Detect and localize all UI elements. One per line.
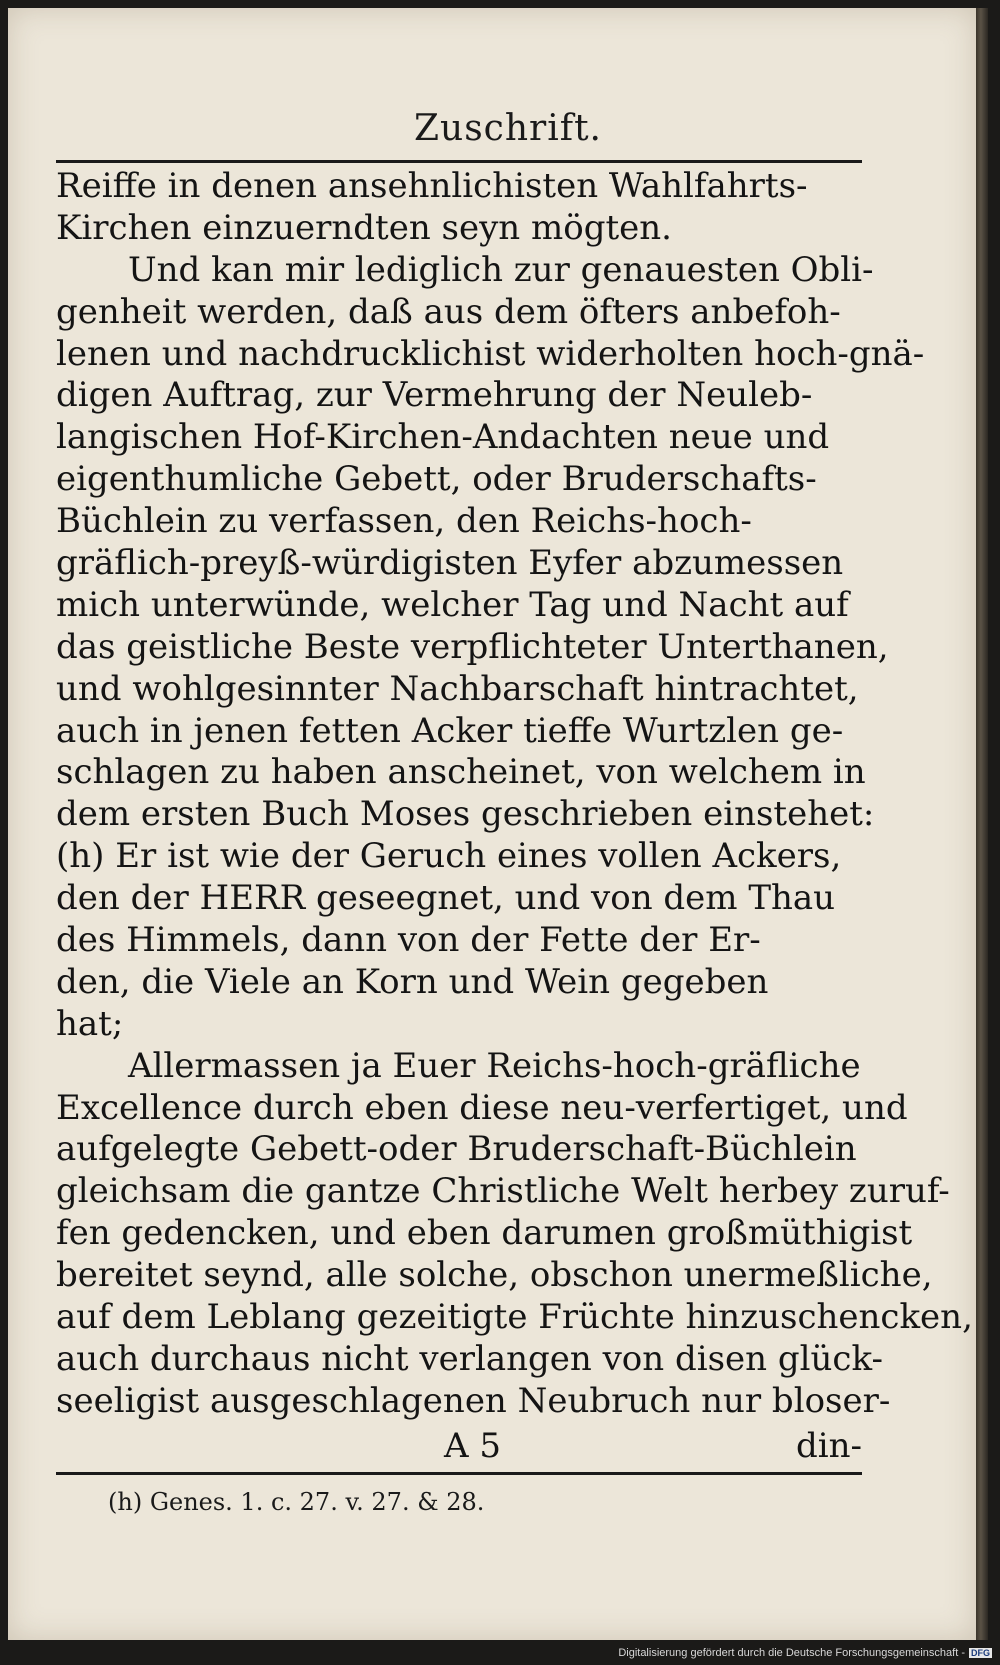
text-line: gleichsam die gantze Christliche Welt herbey zuruf- xyxy=(56,1171,950,1212)
text-line: hat; xyxy=(56,1003,124,1044)
text-line: den, die Viele an Korn und Wein gegeben xyxy=(56,961,769,1002)
text-line: genheit werden, daß aus dem öfters anbefoh- xyxy=(56,291,841,332)
text-line: lenen und nachdrucklichist widerholten hoch-gnä- xyxy=(56,333,925,374)
text-line: digen Auftrag, zur Vermehrung der Neuleb- xyxy=(56,375,813,416)
catchword: din- xyxy=(795,1426,862,1466)
text-line: den der HERR geseegnet, und von dem Thau xyxy=(56,878,836,919)
text-line: schlagen zu haben anscheinet, von welchem in xyxy=(56,752,866,793)
running-head: Zuschrift. xyxy=(414,108,602,149)
text-line: langischen Hof-Kirchen-Andachten neue und xyxy=(56,417,830,458)
text-line: seeligist ausgeschlagenen Neubruch nur bloser- xyxy=(56,1380,891,1421)
book-page xyxy=(8,8,976,1640)
text-line: gräflich-preyß-würdigisten Eyfer abzumessen xyxy=(56,543,844,584)
header-rule xyxy=(56,160,862,163)
text-line: bereitet seynd, alle solche, obschon unermeßliche, xyxy=(56,1255,933,1296)
text-line: (h) Er ist wie der Geruch eines vollen Ackers, xyxy=(56,836,842,877)
page-edge xyxy=(976,8,988,1640)
text-line: auf dem Leblang gezeitigte Früchte hinzuschencken, xyxy=(56,1297,973,1338)
text-line: auch durchaus nicht verlangen von disen glück- xyxy=(56,1338,883,1379)
text-line: Reiffe in denen ansehnlichisten Wahlfahrts- xyxy=(56,166,808,206)
signature-line xyxy=(56,1426,862,1470)
dfg-logo: DFG xyxy=(971,1648,990,1658)
footnote: (h) Genes. 1. c. 27. v. 27. & 28. xyxy=(108,1488,485,1516)
text-line: und wohlgesinnter Nachbarschaft hintrachtet, xyxy=(56,668,859,709)
credit-text: Digitalisierung gefördert durch die Deutsche Forschungsgemeinschaft - xyxy=(618,1647,965,1659)
text-line: Excellence durch eben diese neu-verfertiget, und xyxy=(56,1087,908,1128)
text-line: Kirchen einzuerndten seyn mögten. xyxy=(56,207,672,248)
text-line: dem ersten Buch Moses geschrieben einstehet: xyxy=(56,794,875,835)
text-line: Und kan mir lediglich zur genauesten Obli- xyxy=(128,249,874,290)
body-text xyxy=(56,166,973,1423)
text-line: fen gedencken, und eben darumen großmüthigist xyxy=(56,1213,913,1254)
text-line: des Himmels, dann von der Fette der Er- xyxy=(56,920,761,961)
text-line: Allermassen ja Euer Reichs-hoch-gräfliche xyxy=(128,1045,861,1086)
text-line: mich unterwünde, welcher Tag und Nacht auf xyxy=(56,584,849,625)
text-line: eigenthumliche Gebett, oder Bruderschafts- xyxy=(56,459,817,500)
text-line: aufgelegte Gebett-oder Bruderschaft-Büchlein xyxy=(56,1129,857,1170)
signature-mark: A 5 xyxy=(444,1426,501,1466)
text-line: das geistliche Beste verpflichteter Unterthanen, xyxy=(56,626,889,667)
text-line: auch in jenen fetten Acker tieffe Wurtzlen ge- xyxy=(56,710,844,751)
footnote-rule xyxy=(56,1472,862,1475)
text-line: Büchlein zu verfassen, den Reichs-hoch- xyxy=(56,501,752,542)
digitization-credit xyxy=(618,1647,992,1659)
